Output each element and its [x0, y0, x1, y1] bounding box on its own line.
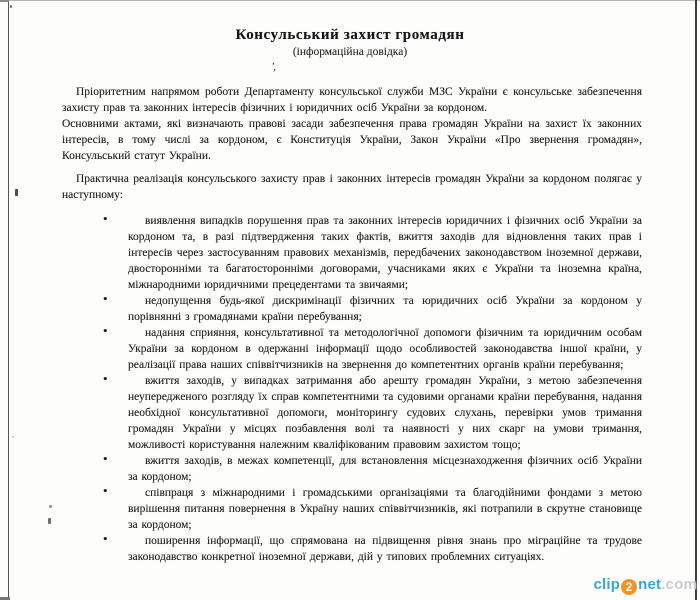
- bullet-marker-icon: •: [103, 211, 108, 226]
- scan-corner-top-left: [0, 0, 9, 2]
- scan-speckle: [48, 518, 51, 524]
- paragraph: Пріоритетним напрямом роботи Департаменту консульської служби МЗС України є консульське забезпечення захисту прав та законних інтересів фізичних і юридичних осіб України за кордоном.: [62, 86, 642, 114]
- clip2net-watermark: [593, 576, 697, 595]
- bullet-text: виявлення випадків порушення прав та законних інтересів юридичних і фізичних осіб України за кордоном та, в разі підтвердження таких фактів, вжиття заходів для відновлення таких прав і інтересів через застосуванням правових механізмів, передбачених законодавством іноземної держави, двосторонніми та багатосторонніми договорами, учасниками яких є України та іноземна країна, міжнародними юридичними прецедентами та звичаями;: [128, 215, 642, 291]
- bullet-text: надання сприяння, консультативної та методологічної допомоги фізичним та юридичним особам України за кордоном в одержанні інформації щодо особливостей законодавства іншої країни, у реалізації права наших співвітчизників на звернення до компетентних органів країни перебування;: [128, 327, 642, 371]
- paragraph: Практична реалізація консульського захисту прав і законних інтересів громадян України за кордоном полягає у наступному:: [62, 173, 642, 201]
- scan-speckle: [12, 436, 14, 438]
- bullet-marker-icon: •: [103, 371, 108, 386]
- bullet-text: співпраця з міжнародними і громадськими організаціями та благодійними фондами з метою вирішення питання повернення в Україну наших співвітчизників, які потрапили в скрутне становище за кордоном;: [128, 487, 642, 531]
- bullet-item: [62, 373, 642, 453]
- bullet-item: [62, 533, 642, 565]
- bullet-text: вжиття заходів, у випадках затримання або арешту громадян України, з метою забезпечення неупередженого розгляду їх справ компетентними та судовими органами країни перебування, надання необхідної консультативної допомоги, моніторингу судових слухань, перевірки умов тримання громадян України у місцях позбавлення волі та наявності у них скарг на умови тримання, можливості користування належним кваліфікованим правовим захистом тощо;: [128, 375, 642, 451]
- bullet-list: [62, 213, 642, 565]
- bullet-item: [62, 293, 642, 325]
- bullet-item: [62, 213, 642, 293]
- bullet-item: [62, 485, 642, 533]
- watermark-text-clip: clip: [593, 576, 621, 593]
- bullet-text: вжиття заходів, в межах компетенції, для встановлення місцезнаходження фізичних осіб України за кордоном;: [128, 455, 642, 483]
- paragraph: Основними актами, які визначають правові засади забезпечення права громадян України на захист їх законних інтересів, в тому числі за кордоном, є Конституція України, Закон України «Про звернення громадян», Консульський статут України.: [62, 118, 642, 162]
- clip2net-logo-circle-icon: 2: [621, 579, 637, 595]
- scan-edge-left: [8, 0, 9, 600]
- document-subtitle: (інформаційна довідка): [292, 46, 408, 58]
- watermark-text-net: net: [638, 576, 662, 593]
- bullet-marker-icon: •: [103, 291, 108, 306]
- scan-speckle: [49, 505, 52, 508]
- bullet-marker-icon: •: [103, 483, 108, 498]
- bullet-marker-icon: •: [103, 531, 108, 546]
- paragraph-block: [62, 84, 642, 203]
- bullet-item: [62, 453, 642, 485]
- pen-stray-mark: ’,: [270, 60, 277, 74]
- scan-speckle: [15, 189, 18, 196]
- document-body: [62, 84, 642, 565]
- scan-edge-right: [695, 0, 697, 600]
- document-title: Консульський захист громадян: [235, 27, 465, 43]
- scan-speckle: [10, 5, 12, 8]
- bullet-marker-icon: •: [103, 323, 108, 338]
- bullet-text: поширення інформації, що спрямована на підвищення рівня знань про міграційне та трудове законодавство конкретної іноземної держави, дій у типових проблемних ситуаціях.: [128, 535, 642, 563]
- bullet-marker-icon: •: [103, 451, 108, 466]
- scan-edge-top: [0, 0, 700, 1]
- watermark-text-com: .com: [661, 576, 697, 593]
- bullet-text: недопущення будь-якої дискримінації фізичних та юридичних осіб України за кордоном у порівнянні з громадянами країни перебування;: [128, 295, 642, 323]
- bullet-item: [62, 325, 642, 373]
